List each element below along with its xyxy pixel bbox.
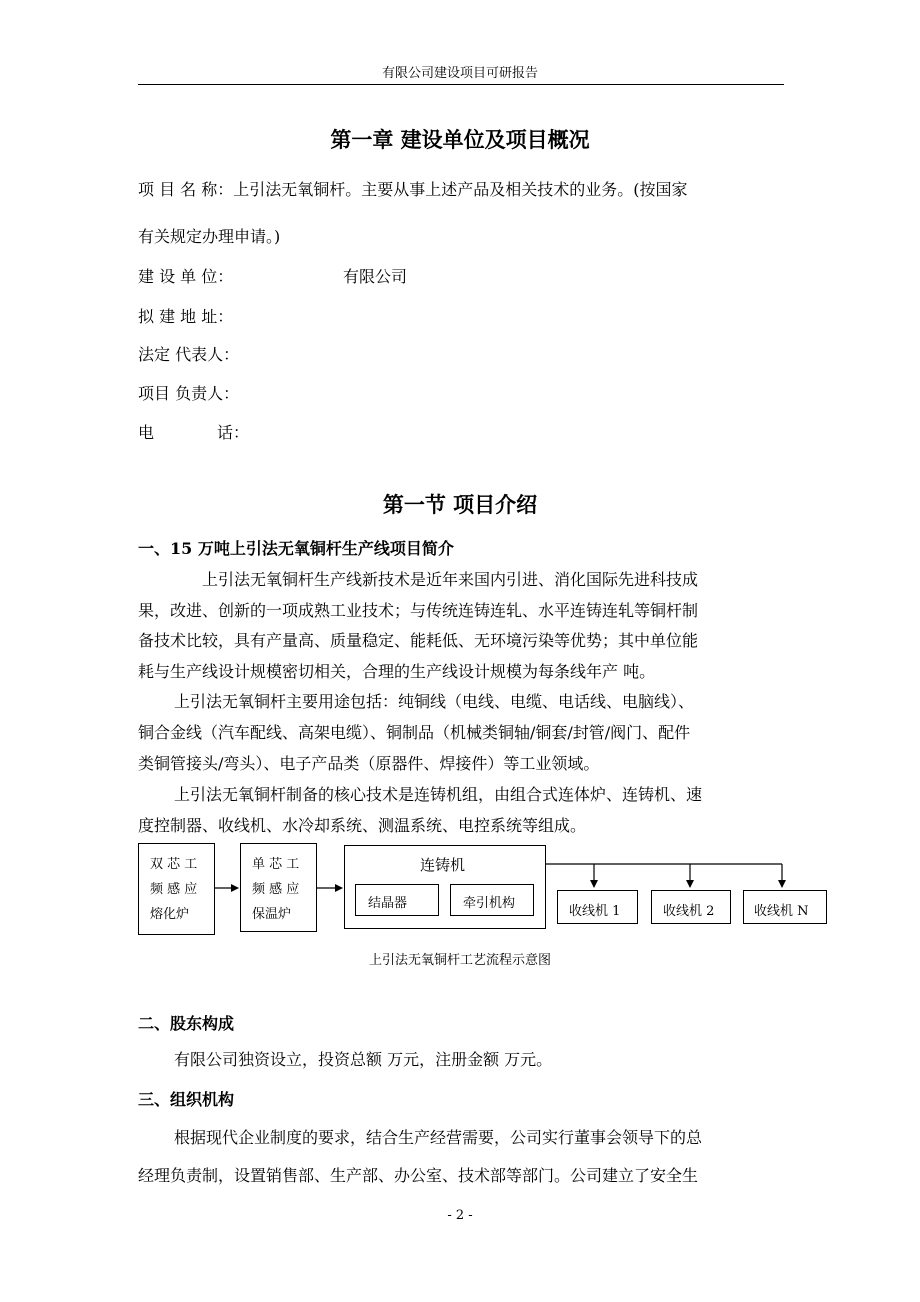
manager-label: 项目 负责人： <box>138 384 240 403</box>
part2-heading: 二、股东构成 <box>138 1014 235 1033</box>
chapter-title: 第一章 建设单位及项目概况 <box>330 127 590 152</box>
phone-label-a: 电 <box>138 423 155 442</box>
para1-line: 果，改进、创新的一项成熟工业技术；与传统连铸连轧、水平连铸连轧等铜杆制 <box>138 601 699 620</box>
address-label: 拟 建 地 址： <box>138 307 234 326</box>
para1-line: 上引法无氧铜杆生产线新技术是近年来国内引进、消化国际先进科技成 <box>202 570 699 589</box>
part1-heading: 一、15 万吨上引法无氧铜杆生产线项目简介 <box>138 539 454 558</box>
winder-1-text: 收线机 1 <box>569 904 621 919</box>
project-name-line: 项 目 名 称：上引法无氧铜杆。主要从事上述产品及相关技术的业务。(按国家 <box>138 180 688 199</box>
para3-line: 度控制器、收线机、水冷却系统、测温系统、电控系统等组成。 <box>138 816 587 835</box>
melting-furnace-text: 双 芯 工 <box>150 857 198 872</box>
para1-line: 耗与生产线设计规模密切相关，合理的生产线设计规模为每条线年产 吨。 <box>138 662 656 681</box>
legal-rep-label: 法定 代表人： <box>138 345 240 364</box>
part3-heading: 三、组织机构 <box>138 1090 235 1109</box>
project-name-line-cont: 有关规定办理申请。) <box>138 227 281 246</box>
winder-2-text: 收线机 2 <box>663 904 715 919</box>
unit-value: 有限公司 <box>343 267 408 286</box>
melting-furnace-text: 频 感 应 <box>150 882 198 897</box>
holding-furnace-text: 单 芯 工 <box>252 857 300 872</box>
para2-line: 上引法无氧铜杆主要用途包括：纯铜线（电线、电缆、电话线、电脑线）、 <box>174 692 695 711</box>
part2-text: 有限公司独资设立，投资总额 万元，注册金额 万元。 <box>174 1050 553 1069</box>
caster-title: 连铸机 <box>420 856 466 874</box>
crystallizer-text: 结晶器 <box>368 896 408 911</box>
unit-label: 建 设 单 位： <box>138 267 234 286</box>
traction-text: 牵引机构 <box>463 896 516 911</box>
melting-furnace-text: 熔化炉 <box>150 907 190 922</box>
winder-n-text: 收线机 N <box>754 904 809 919</box>
phone-label-b: 话： <box>217 423 250 442</box>
part3-line: 经理负责制，设置销售部、生产部、办公室、技术部等部门。公司建立了安全生 <box>138 1166 699 1185</box>
holding-furnace-text: 保温炉 <box>252 907 292 922</box>
section-title: 第一节 项目介绍 <box>382 492 538 517</box>
holding-furnace-text: 频 感 应 <box>252 882 300 897</box>
para3-line: 上引法无氧铜杆制备的核心技术是连铸机组，由组合式连体炉、连铸机、速 <box>174 785 703 804</box>
page-header: 有限公司建设项目可研报告 <box>381 66 538 81</box>
para1-line: 备技术比较，具有产量高、质量稳定、能耗低、无环境污染等优势；其中单位能 <box>138 631 699 650</box>
page-number: - 2 - <box>447 1208 473 1223</box>
part3-line: 根据现代企业制度的要求，结合生产经营需要，公司实行董事会领导下的总 <box>174 1128 703 1147</box>
para2-line: 铜合金线（汽车配线、高架电缆）、铜制品（机械类铜轴/铜套/封管/阀门、配件 <box>138 723 691 742</box>
para2-line: 类铜管接头/弯头）、电子产品类（原器件、焊接件）等工业领域。 <box>138 754 600 773</box>
diagram-caption: 上引法无氧铜杆工艺流程示意图 <box>368 953 551 968</box>
